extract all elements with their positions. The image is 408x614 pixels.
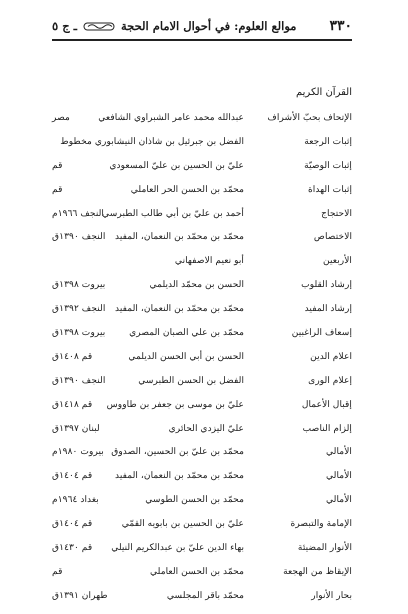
book-author: أحمد بن عليّ بن أبي طالب الطبرسي (102, 207, 244, 219)
book-author: عليّ اليزدي الحائري (168, 422, 244, 434)
book-author: عليّ بن موسى بن جعفر بن طاووس (106, 398, 244, 410)
page-number: ٣٣٠ (329, 18, 352, 34)
book-title: إرشاد القلوب (301, 279, 352, 291)
book-title: إرشاد المفيد (304, 303, 352, 315)
book-title: الأمالي (326, 470, 352, 482)
ornament-icon (83, 21, 115, 32)
bibliography-row (52, 446, 352, 470)
book-title: الأمالي (326, 446, 352, 458)
publication-info: بغداد ١٩٦٤م (52, 494, 99, 506)
publication-info: قم ١٤٣٠ق (52, 542, 93, 554)
book-author: عليّ بن الحسين بن عليّ المسعودي (109, 159, 244, 171)
bibliography-row (52, 136, 352, 160)
publication-info: قم ١٤١٨ق (52, 398, 93, 410)
publication-info: النجف ١٣٩٠ق (52, 374, 106, 386)
book-author: محمّد بن عليّ بن الحسين، الصدوق (111, 446, 244, 458)
book-title: الإيقاظ من الهجعة (283, 565, 352, 577)
book-author: الفضل بن جبرئيل بن شاذان النيشابوري مخطوط (60, 135, 244, 147)
book-author: محمّد بن الحسن العاملي (150, 565, 244, 577)
bibliography-row (52, 184, 352, 208)
book-title: بحار الأنوار (311, 589, 352, 601)
bibliography-row (52, 590, 352, 614)
bibliography-row (52, 327, 352, 351)
publication-info: قم ١٤٠٤ق (52, 470, 93, 482)
book-author: عليّ بن الحسين بن بابويه القمّي (121, 518, 244, 530)
book-title: الاختصاص (313, 231, 352, 243)
bibliography-row (52, 566, 352, 590)
book-author: عبدالله محمد عامر الشبراوي الشافعي (98, 112, 244, 123)
bibliography-row (52, 160, 352, 184)
publication-info: مصر (52, 112, 70, 123)
publication-info: بيروت ١٩٨٠م (52, 446, 104, 458)
running-title-group (52, 19, 296, 33)
book-title: الإمامة والتبصرة (290, 518, 352, 530)
bibliography-row (52, 279, 352, 303)
bibliography-row (52, 112, 352, 136)
publication-info: النجف ١٣٩٢ق (52, 303, 106, 315)
publication-info: قم (52, 159, 63, 171)
book-author: بهاء الدين عليّ بن عبدالكريم النيلي (111, 542, 244, 554)
book-title: الاحتجاج (321, 207, 352, 219)
bibliography-row (52, 303, 352, 327)
publication-info: بيروت ١٣٩٨ق (52, 279, 106, 291)
publication-info: النجف ١٣٩٠ق (52, 231, 106, 243)
publication-info: النجف ١٩٦٦م (52, 207, 104, 219)
publication-info: بيروت ١٣٩٨ق (52, 327, 106, 339)
bibliography-list (52, 112, 352, 614)
book-title: إعلام الورى (308, 374, 352, 386)
publication-info: قم (52, 183, 63, 195)
running-title: موالع العلوم: في أحوال الامام الحجة (121, 19, 297, 33)
book-title: إلزام الناصب (302, 422, 352, 434)
publication-info: طهران ١٣٩١ق (52, 589, 108, 601)
book-author: محمّد بن علي الصبان المصري (129, 327, 244, 339)
book-title: اعلام الدين (310, 350, 352, 362)
book-author: محمّد بن محمّد بن النعمان، المفيد (115, 231, 244, 243)
bibliography-row (52, 518, 352, 542)
book-title: إثبات الرجعة (304, 135, 352, 147)
intro-entry: القرآن الكريم (295, 87, 352, 98)
page-header (52, 13, 352, 41)
publication-info: قم ١٤٠٤ق (52, 518, 93, 530)
book-author: أبو نعيم الاصفهاني (174, 255, 244, 267)
book-author: الحسن بن محمّد الديلمي (149, 279, 244, 291)
book-author: محمّد بن محمّد بن النعمان، المفيد (115, 470, 244, 482)
book-author: محمّد بن الحسن الطوسي (145, 494, 244, 506)
book-title: الأمالي (326, 494, 352, 506)
book-title: إثبات الوصيّة (304, 159, 352, 171)
book-title: الأربعين (323, 255, 352, 267)
book-author: الحسن بن أبي الحسن الديلمي (128, 350, 244, 362)
book-title: إثبات الهداة (307, 183, 352, 195)
bibliography-row (52, 494, 352, 518)
publication-info: لبنان ١٣٩٧ق (52, 422, 100, 434)
book-author: الفضل بن الحسن الطبرسي (138, 374, 244, 386)
publication-info: قم (52, 565, 63, 577)
bibliography-row (52, 375, 352, 399)
bibliography-row (52, 351, 352, 375)
book-author: محمّد بن الحسن الحر العاملي (130, 183, 244, 195)
volume-number: ـ ج ٥ (52, 19, 77, 33)
bibliography-row (52, 231, 352, 255)
book-author: محمّد باقر المجلسي (166, 589, 244, 601)
bibliography-row (52, 423, 352, 447)
book-title: إسعاف الراغبين (291, 327, 352, 339)
bibliography-row (52, 208, 352, 232)
book-title: الأنوار المضيئة (297, 542, 352, 554)
book-author: محمّد بن محمّد بن النعمان، المفيد (115, 303, 244, 315)
bibliography-row (52, 399, 352, 423)
bibliography-row (52, 542, 352, 566)
book-title: إقبال الأعمال (301, 398, 352, 410)
bibliography-row (52, 255, 352, 279)
book-title: الإتحاف بحبّ الأشراف (267, 112, 352, 123)
publication-info: قم ١٤٠٨ق (52, 350, 93, 362)
bibliography-row (52, 470, 352, 494)
